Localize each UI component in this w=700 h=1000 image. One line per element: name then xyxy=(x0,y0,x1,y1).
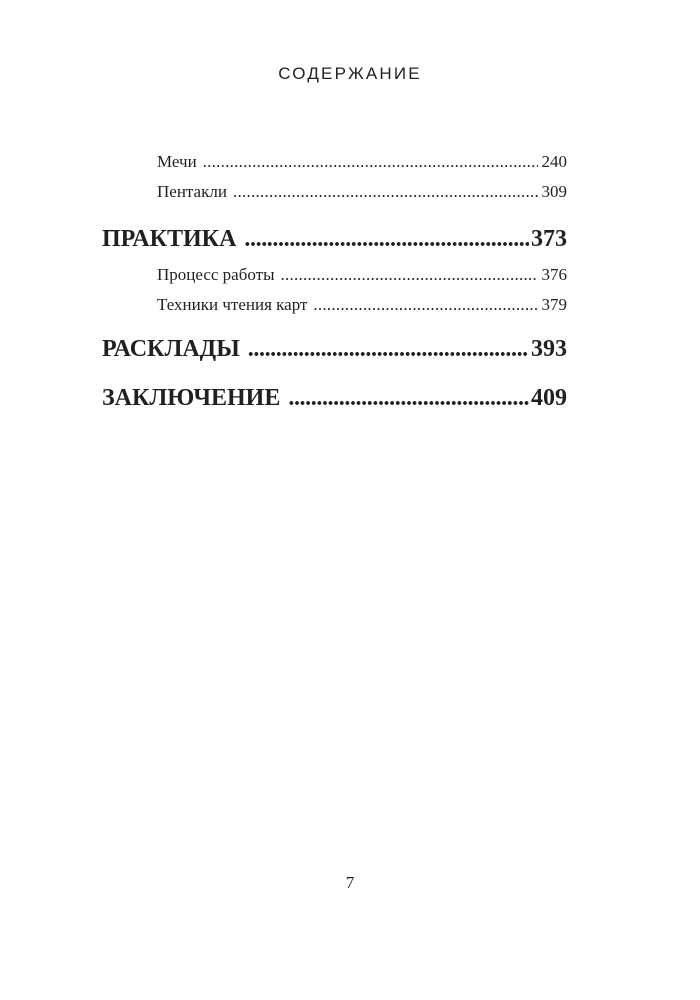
toc-entry-page: 240 xyxy=(541,152,567,171)
toc-entry-label: Пентакли xyxy=(157,182,227,201)
toc-section-page: 393 xyxy=(531,336,567,362)
dot-leader xyxy=(248,333,529,365)
toc-entry-process[interactable] xyxy=(157,263,567,287)
dot-leader xyxy=(313,293,537,317)
toc-section-page: 373 xyxy=(531,226,567,252)
toc-entry-page: 309 xyxy=(541,182,567,201)
toc-entry-label: Мечи xyxy=(157,152,197,171)
dot-leader xyxy=(244,223,529,255)
toc-entry-page: 379 xyxy=(541,295,567,314)
running-head: СОДЕРЖАНИЕ xyxy=(278,64,422,83)
toc-section-rasklady[interactable] xyxy=(102,333,567,365)
toc-entry-label: Техники чтения карт xyxy=(157,295,308,314)
toc-section-page: 409 xyxy=(531,385,567,411)
toc-section-label: РАСКЛАДЫ xyxy=(102,336,240,362)
toc-section-label: ЗАКЛЮЧЕНИЕ xyxy=(102,385,281,411)
toc-section-praktika[interactable] xyxy=(102,223,567,255)
toc-entry-pentakli[interactable] xyxy=(157,180,567,204)
toc-section-zaklyuchenie[interactable] xyxy=(102,382,567,414)
toc-entry-label: Процесс работы xyxy=(157,265,275,284)
page-number: 7 xyxy=(345,873,355,892)
dot-leader xyxy=(281,263,538,287)
dot-leader xyxy=(203,150,538,174)
toc-entry-page: 376 xyxy=(541,265,567,284)
toc-entry-mechi[interactable] xyxy=(157,150,567,174)
toc-section-label: ПРАКТИКА xyxy=(102,226,237,252)
dot-leader xyxy=(288,382,529,414)
toc-entry-tekhniki[interactable] xyxy=(157,293,567,317)
dot-leader xyxy=(233,180,538,204)
